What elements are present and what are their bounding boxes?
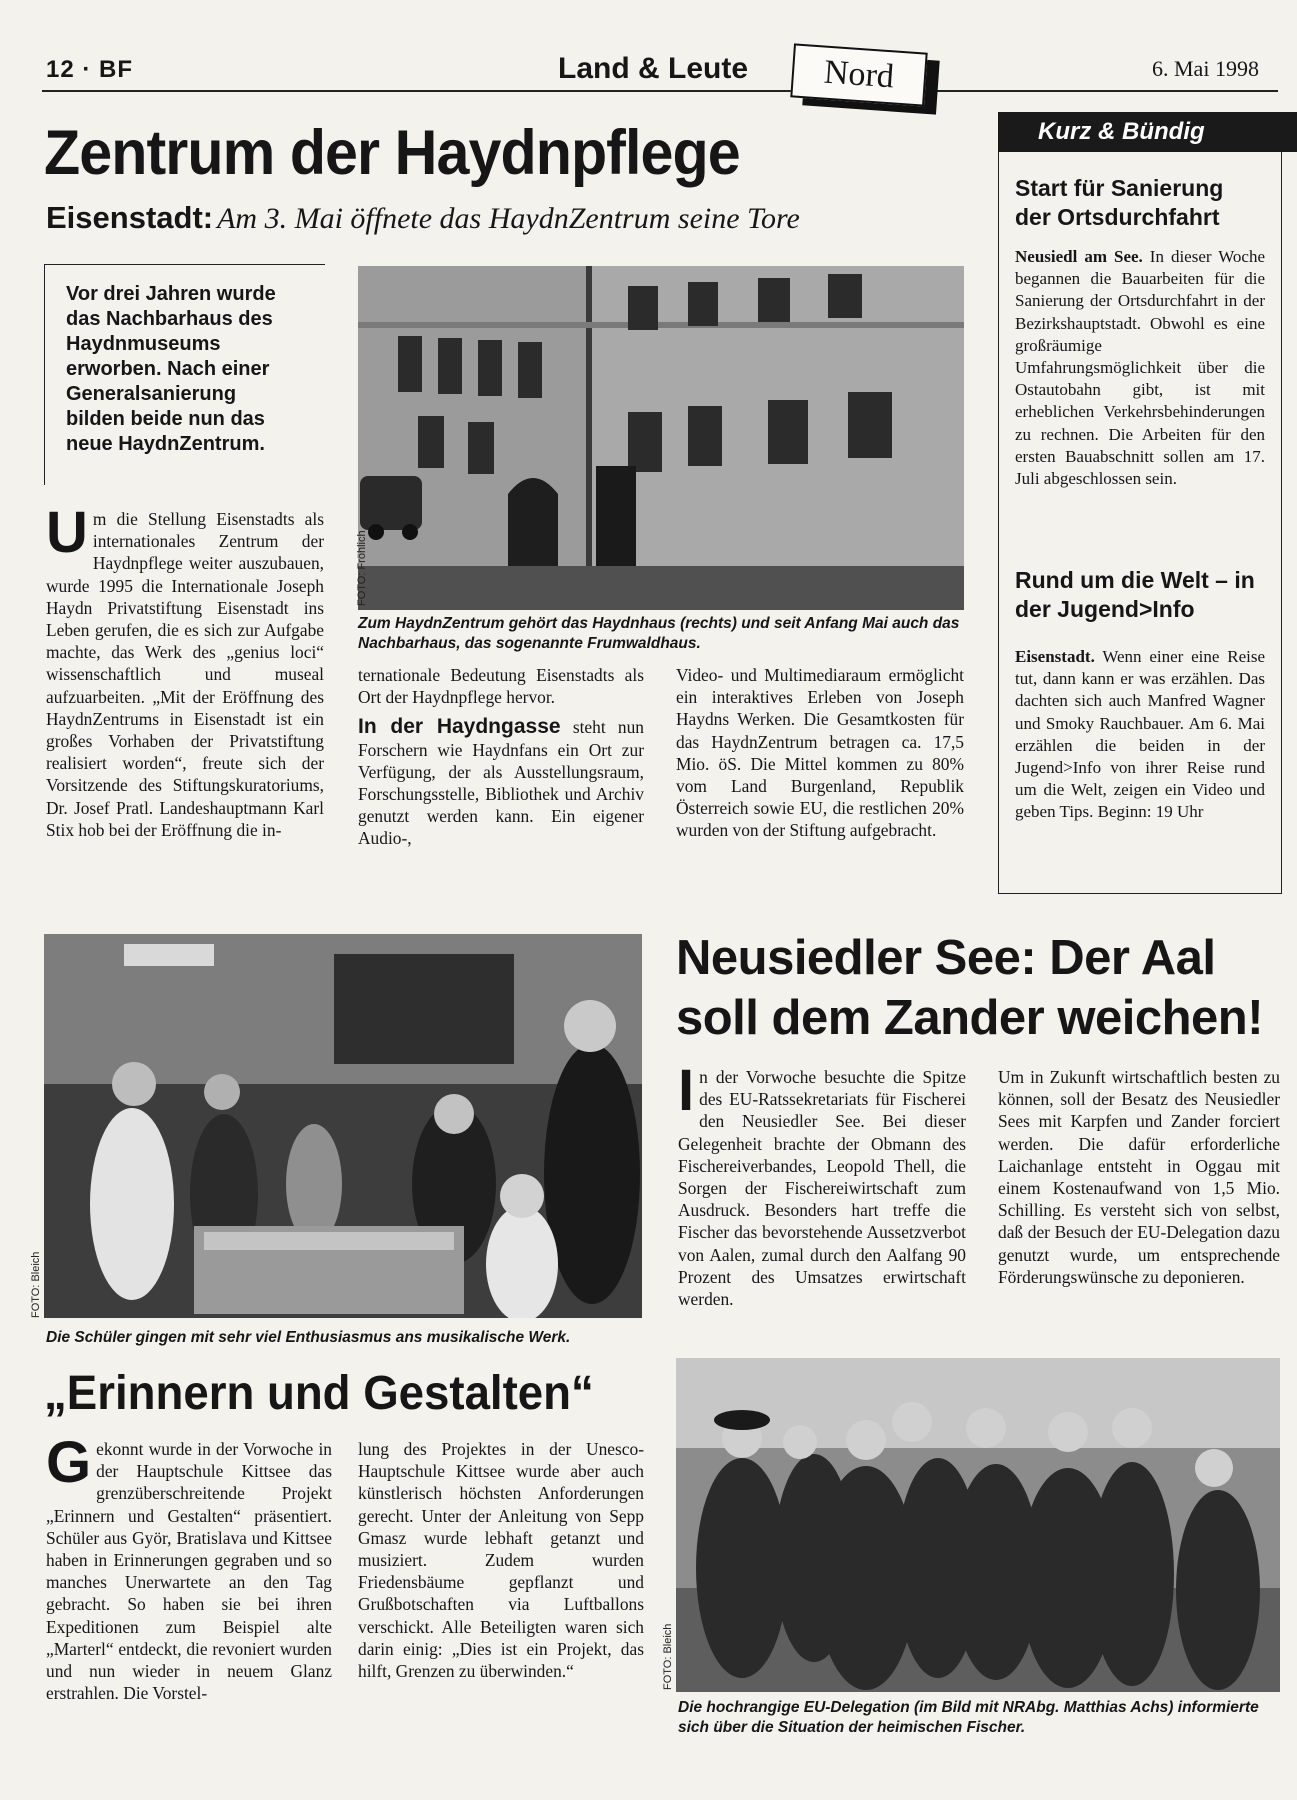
lead-col-2-subhead: In der Haydngasse (358, 715, 561, 739)
eu-delegation-photo (676, 1358, 1280, 1692)
aal-photo-credit: FOTO: Bleich (662, 1623, 674, 1690)
aal-col-2: Um in Zukunft wirtschaftlich besten zu können, soll der Besatz des Neusiedler Sees mit Karpfen und Zander forciert werden. Die dafür erforderliche Laichanlage entsteht in Oggau mit einem Kostenaufwand von 1,5 Mio. Schilling. Es versteht sich von selbst, daß der Besuch der EU-Delegation dazu genutzt wurde, um entsprechende Förderungswünsche zu deponieren. (998, 1067, 1280, 1287)
lead-col-2-text-a: ternationale Bedeutung Eisenstadts als Ort der Haydnpflege hervor. (358, 665, 644, 708)
aal-col-1 (678, 1058, 966, 1310)
aal-dropcap: I (678, 1058, 695, 1123)
sidebar-item-1-text: In dieser Woche begannen die Bauarbeiten für die Sanierung der Ortsdurchfahrt in der Bezirkshauptstadt. Obwohl es eine großräumige Umfahrungsmöglichkeit über die Ostautobahn gibt, ist mit erheblichen Verkehrsbehinderungen zu rechnen. Die Arbeiten für den ersten Bauabschnitt sollen am 17. Juli abgeschlossen sein. (1015, 247, 1266, 489)
lead-col-2-text-b: steht nun Forschern wie Haydnfans ein Ort zur Verfügung, der als Ausstellungsraum, Forschungsstelle, Bibliothek und Archiv genutzt werden kann. Ein eigener Audio-, (358, 717, 644, 849)
sidebar-item-2-lead: Eisenstadt. (1015, 647, 1095, 666)
music-students-photo (44, 934, 642, 1318)
aal-photo-caption: Die hochrangige EU-Delegation (im Bild mit NRAbg. Matthias Achs) informierte sich über die Situation der heimischen Fischer. (678, 1699, 1259, 1736)
building-illustration (358, 266, 964, 610)
lead-photo-credit: FOTO: Fröhlich (356, 530, 368, 606)
lead-col-3: Video- und Multimediaraum ermöglicht ein interaktives Erleben von Joseph Haydns Werken. Die Gesamtkosten für das HaydnZentrum betragen ca. 17,5 Mio. öS. Die Mittel kommen zu 80% vom Land Burgenland, Republik Österreich sowie EU, die restlichen 20% wurden von der Stiftung aufgebracht. (676, 665, 964, 841)
aal-col-1-text: n der Vorwoche besuchte die Spitze des EU-Ratssekretariats für Fischerei den Neusiedler See. Bei dieser Gelegenheit brachte der Obmann des Fischereiverbandes, Leopold Thell, die Sorgen der Fischereiwirtschaft zum Ausdruck. Besonders hart treffe die Fischer das bevorstehende Aussetzverbot von Aalen, zumal durch den Aalfang 90 Prozent des Umsatzes erwirtschaft werden. (678, 1067, 966, 1310)
haydn-house-photo (358, 266, 964, 610)
page-number: 12 · BF (46, 56, 134, 83)
lead-col-1-text: m die Stellung Eisenstadts als internationales Zentrum der Haydnpflege weiter auszubauen, wurde 1995 die Internationale Joseph Haydn Privatstiftung Eisenstadt ins Leben gerufen, die es sich zur Aufgabe machte, das Werk des „genius loci“ wissenschaftlich und museal aufzuarbeiten. „Mit der Eröffnung des HaydnZentrums in Eisenstadt ist ein großes Vorhaben der Privatstiftung realisiert worden“, freute sich der Vorsitzende des Stiftungskuratoriums, Dr. Josef Pratl. Landeshauptmann Karl Stix hob bei der Eröffnung die in- (46, 509, 324, 840)
lead-dropcap: U (46, 500, 88, 565)
sidebar-item-2 (1015, 646, 1265, 824)
sidebar-item-1-headline: Start für Sanierung der Ortsdurchfahrt (1015, 175, 1224, 230)
delegation-illustration (676, 1358, 1280, 1692)
erinnern-col-2: lung des Projektes in der Unesco-Hauptschule Kittsee wurde aber auch künstlerisch höchsten Anforderungen gerecht. Unter der Anleitung von Sepp Gmasz wurde lebhaft getanzt und musiziert. Zudem wurden Friedensbäume gepflanzt und Grußbotschaften via Luftballons verschickt. Alle Beteiligten waren sich darin einig: „Dies ist ein Projekt, das hilft, Grenzen zu überwinden.“ (358, 1439, 644, 1682)
sidebar-item-1-lead: Neusiedl am See. (1015, 247, 1143, 266)
music-photo-caption: Die Schüler gingen mit sehr viel Enthusiasmus ans musikalische Werk. (46, 1329, 571, 1346)
lead-subheadline (46, 200, 800, 236)
sidebar-item-2-headline: Rund um die Welt – in der Jugend>Info (1015, 567, 1255, 622)
lead-dateline: Eisenstadt: (46, 200, 214, 235)
sidebar-item-2-text: Wenn einer eine Reise tut, dann kann er was erzählen. Das dachten sich auch Manfred Wagner und Smoky Rauchbauer. Am 6. Mai erzählen die beiden in der Jugend>Info von ihrer Reise rund um die Welt, zeigen ein Video und geben Tips. Beginn: 19 Uhr (1015, 647, 1265, 822)
region-tag: Nord (790, 43, 927, 106)
lead-col-1 (46, 500, 324, 841)
music-illustration (44, 934, 642, 1318)
header-rule (42, 90, 1278, 92)
erinnern-col-1-text: ekonnt wurde in der Vorwoche in der Hauptschule Kittsee das grenzüberschreitende Projekt „Erinnern und Gestalten“ präsentiert. Schüler aus Györ, Bratislava und Kittsee haben in Erinnerungen gegraben und so manches Unerwartete an den Tag gebracht. So haben sie bei ihren Expeditionen zum Beispiel alte „Marterl“ entdeckt, die revoniert wurden und nun wieder in neuem Glanz erstrahlen. Die Vorstel- (46, 1439, 332, 1704)
aal-headline: Neusiedler See: Der Aal soll dem Zander weichen! (676, 931, 1264, 1045)
lead-headline: Zentrum der Haydnpflege (44, 118, 740, 188)
lead-col-2 (358, 664, 644, 850)
issue-date: 6. Mai 1998 (1152, 56, 1259, 81)
lead-intro: Vor drei Jahren wurde das Nachbarhaus des Haydnmuseums erworben. Nach einer Generalsanierung bilden beide nun das neue HaydnZentrum. (66, 283, 276, 455)
sidebar-title: Kurz & Bündig (998, 112, 1297, 152)
music-photo-credit: FOTO: Bleich (30, 1251, 42, 1318)
erinnern-dropcap: G (46, 1430, 92, 1495)
sidebar-item-1 (1015, 246, 1265, 490)
erinnern-col-1 (46, 1430, 332, 1704)
lead-photo-caption: Zum HaydnZentrum gehört das Haydnhaus (rechts) und seit Anfang Mai auch das Nachbarhaus, das sogenannte Frumwaldhaus. (358, 615, 960, 652)
section-title: Land & Leute (558, 52, 749, 85)
lead-subline: Am 3. Mai öffnete das HaydnZentrum seine Tore (217, 202, 800, 235)
erinnern-headline: „Erinnern und Gestalten“ (44, 1367, 594, 1420)
